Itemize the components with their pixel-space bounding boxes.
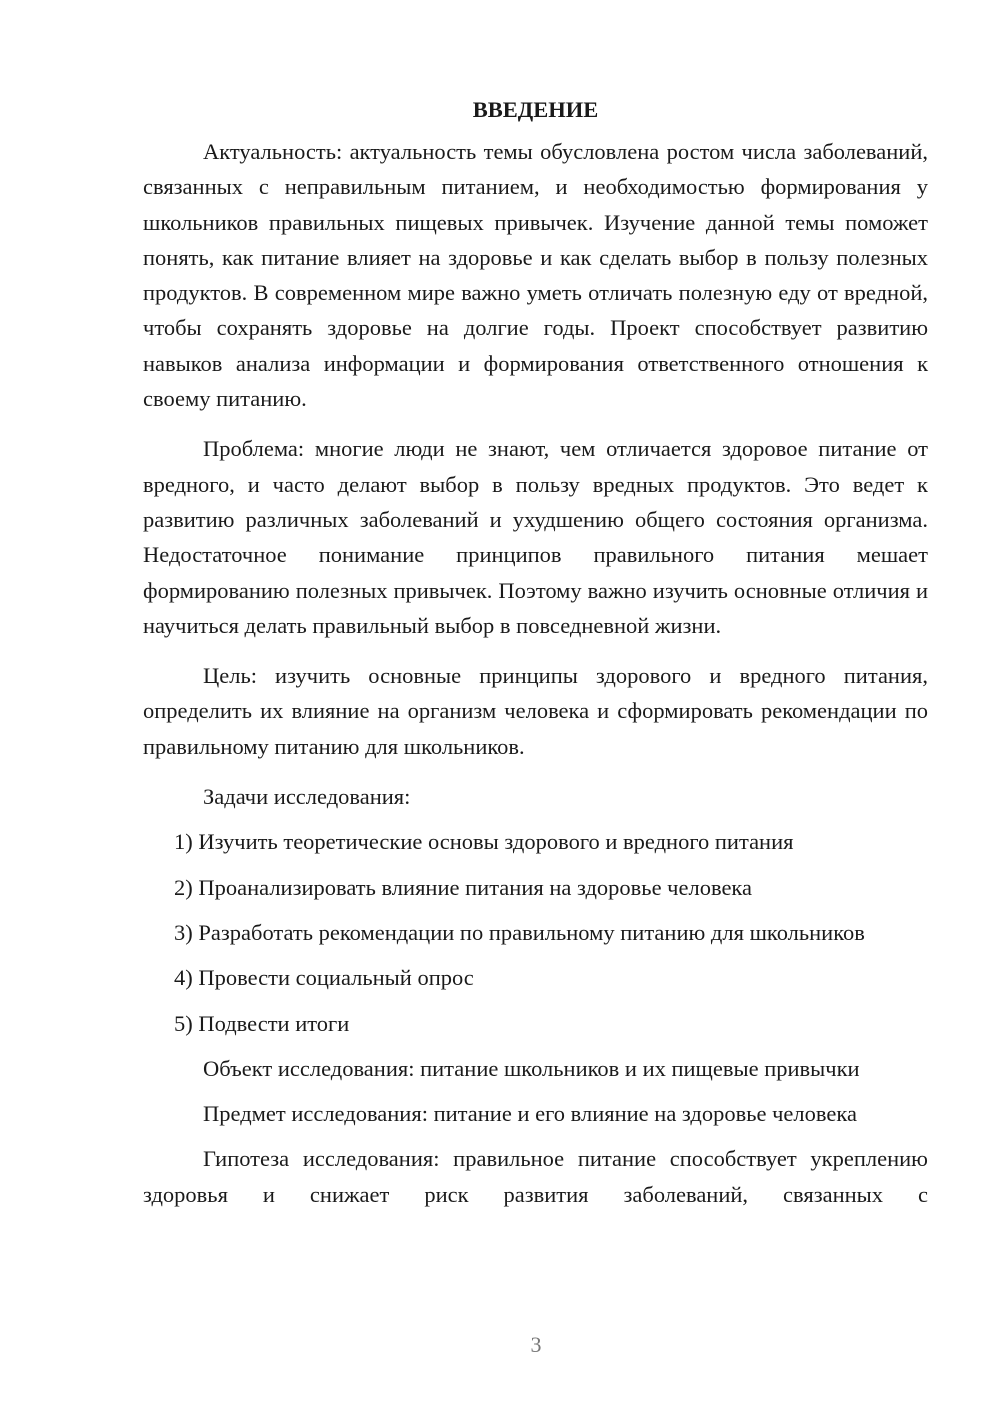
task-item-5: 5) Подвести итоги bbox=[174, 1010, 350, 1036]
task-item-2: 2) Проанализировать влияние питания на здоровье человека bbox=[174, 874, 753, 900]
document-page bbox=[143, 92, 928, 1227]
paragraph-hypothesis: Гипотеза исследования: правильное питание способствует укреплению здоровья и снижает риск развития заболеваний, связанных с bbox=[143, 1146, 928, 1207]
paragraph-subject: Предмет исследования: питание и его влияние на здоровье человека bbox=[203, 1101, 857, 1127]
paragraph-goal: Цель: изучить основные принципы здорового и вредного питания, определить их влияние на организм человека и сформировать рекомендации по правильному питанию для школьников. bbox=[143, 663, 928, 759]
paragraph-relevance: Актуальность: актуальность темы обусловлена ростом числа заболеваний, связанных с неправильным питанием, и необходимостью формирования у школьников правильных пищевых привычек. Изучение данной темы поможет понять, как питание влияет на здоровье и как сделать выбор в пользу полезных продуктов. В современном мире важно уметь отличать полезную еду от вредной, чтобы сохранять здоровье на долгие годы. Проект способствует развитию навыков анализа информации и формирования ответственного отношения к своему питанию. bbox=[143, 139, 928, 412]
task-item-4: 4) Провести социальный опрос bbox=[174, 965, 474, 991]
page-number: 3 bbox=[530, 1332, 542, 1357]
section-title: ВВЕДЕНИЕ bbox=[472, 97, 599, 122]
paragraph-problem: Проблема: многие люди не знают, чем отличается здоровое питание от вредного, и часто делают выбор в пользу вредных продуктов. Это ведет к развитию различных заболеваний и ухудшению общего состояния организма. Недостаточное понимание принципов правильного питания мешает формированию полезных привычек. Поэтому важно изучить основные отличия и научиться делать правильный выбор в повседневной жизни. bbox=[143, 436, 928, 638]
tasks-heading: Задачи исследования: bbox=[203, 784, 411, 810]
task-item-1: 1) Изучить теоретические основы здорового и вредного питания bbox=[174, 829, 794, 855]
paragraph-object: Объект исследования: питание школьников и их пищевые привычки bbox=[203, 1055, 860, 1081]
task-item-3: 3) Разработать рекомендации по правильному питанию для школьников bbox=[174, 919, 865, 945]
